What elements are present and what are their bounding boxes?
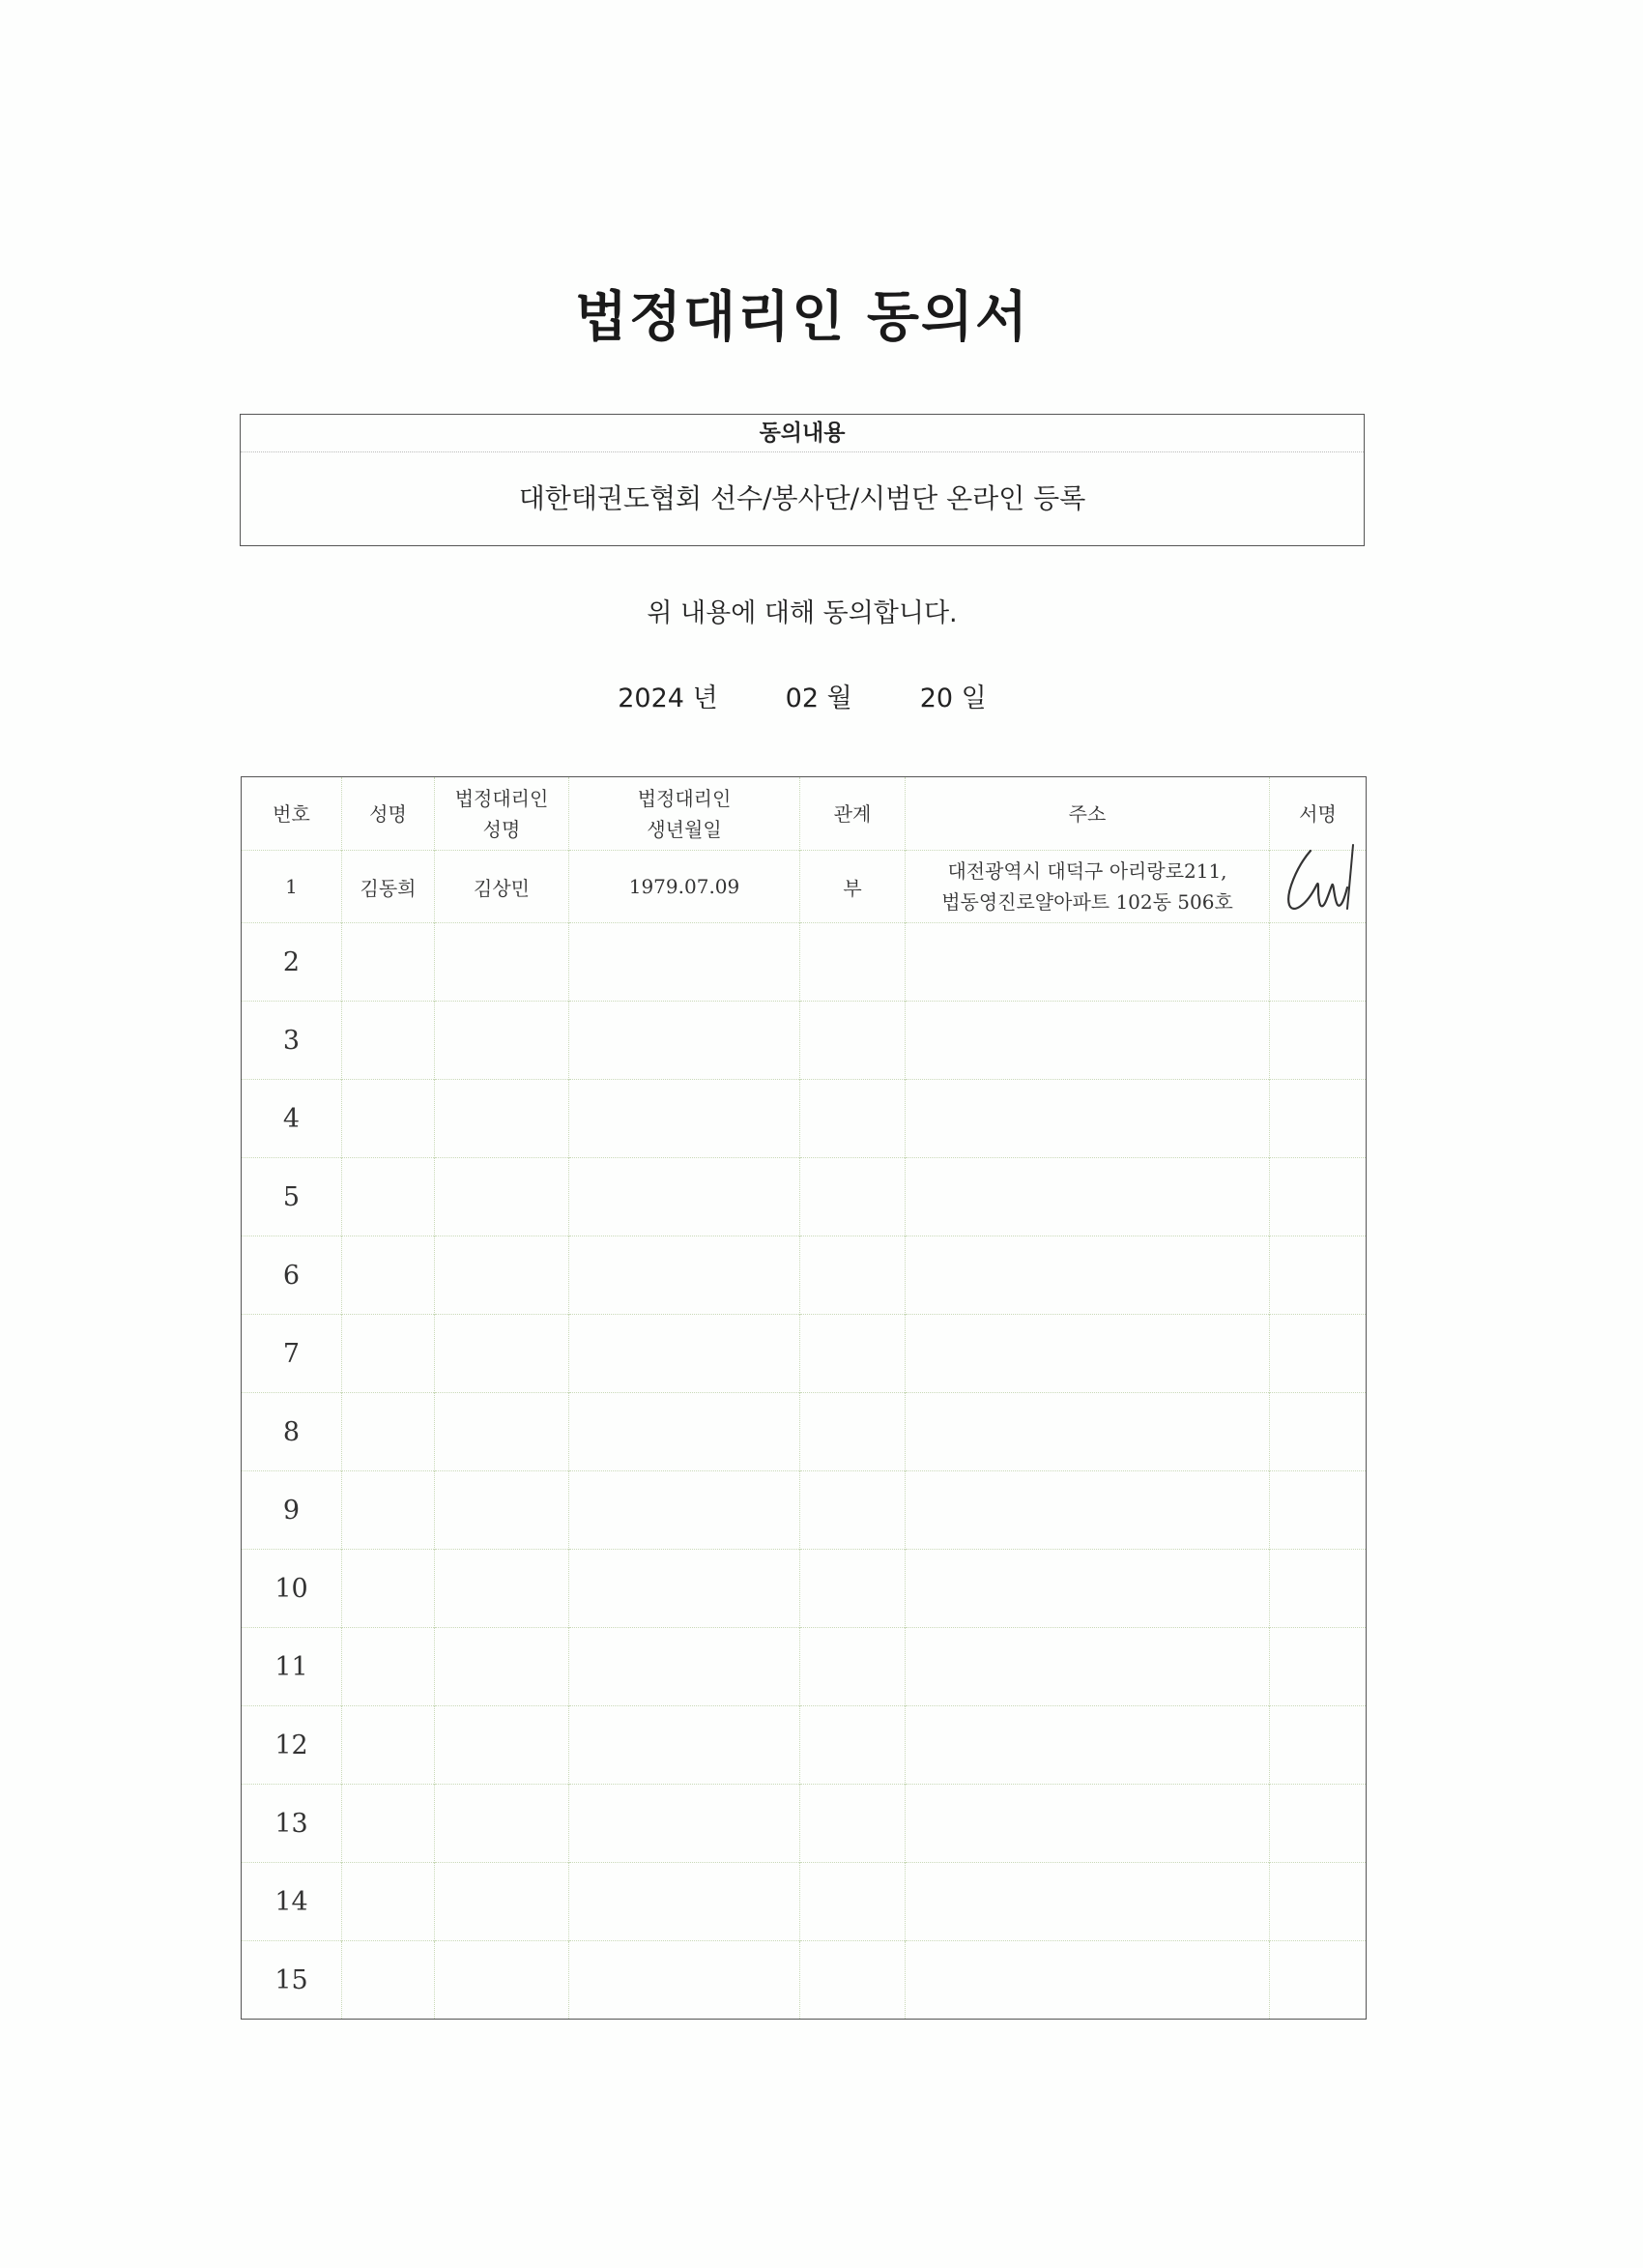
row-relation — [800, 1550, 906, 1628]
row-relation — [800, 1628, 906, 1706]
row-guardian-name — [435, 1863, 569, 1941]
row-guardian-birth — [569, 1471, 800, 1550]
row-relation — [800, 1315, 906, 1393]
header-guardian-birth-line1: 법정대리인 — [637, 786, 732, 810]
page-title: 법정대리인 동의서 — [574, 286, 1030, 349]
consent-content-box — [240, 414, 1365, 546]
row-guardian-name — [435, 923, 569, 1002]
row-guardian-name: 김상민 — [435, 851, 569, 923]
row-guardian-name — [435, 1315, 569, 1393]
row-guardian-birth — [569, 1236, 800, 1315]
header-address: 주소 — [906, 777, 1270, 851]
row-guardian-birth — [569, 1158, 800, 1236]
table-row — [242, 1315, 1367, 1393]
row-guardian-name — [435, 1393, 569, 1471]
table-row — [242, 1236, 1367, 1315]
date-month-unit: 월 — [826, 683, 852, 713]
consent-header: 동의내용 — [241, 415, 1364, 452]
row-name — [342, 923, 435, 1002]
table-row — [242, 851, 1367, 923]
row-relation — [800, 1863, 906, 1941]
row-guardian-birth — [569, 1550, 800, 1628]
date-day: 20 — [919, 683, 954, 713]
row-no: 13 — [242, 1785, 342, 1863]
row-address-line2: 법동영진로얄아파트 102동 506호 — [941, 890, 1233, 914]
row-guardian-birth — [569, 1785, 800, 1863]
row-address — [906, 1785, 1270, 1863]
row-name — [342, 1550, 435, 1628]
row-guardian-name — [435, 1471, 569, 1550]
row-no: 4 — [242, 1080, 342, 1158]
table-row — [242, 1080, 1367, 1158]
row-address — [906, 1393, 1270, 1471]
row-signature — [1270, 1236, 1367, 1315]
row-signature — [1270, 1002, 1367, 1080]
row-guardian-birth — [569, 1080, 800, 1158]
row-name: 김동희 — [342, 851, 435, 923]
row-guardian-name — [435, 1785, 569, 1863]
row-no: 9 — [242, 1471, 342, 1550]
row-relation: 부 — [800, 851, 906, 923]
row-relation — [800, 1236, 906, 1315]
row-address — [906, 1315, 1270, 1393]
row-relation — [800, 1706, 906, 1785]
row-name — [342, 1941, 435, 2020]
header-no: 번호 — [242, 777, 342, 851]
table-row — [242, 923, 1367, 1002]
row-no: 2 — [242, 923, 342, 1002]
row-signature — [1270, 1471, 1367, 1550]
row-guardian-birth — [569, 1315, 800, 1393]
row-guardian-name — [435, 1706, 569, 1785]
header-guardian-name-line2: 성명 — [482, 817, 521, 841]
header-signature: 서명 — [1270, 777, 1367, 851]
table-row — [242, 1863, 1367, 1941]
row-address — [906, 851, 1270, 923]
row-signature — [1270, 1628, 1367, 1706]
date-year-unit: 년 — [692, 683, 718, 713]
row-guardian-birth — [569, 1941, 800, 2020]
row-signature — [1270, 1550, 1367, 1628]
row-name — [342, 1785, 435, 1863]
header-guardian-name — [435, 777, 569, 851]
row-address — [906, 1863, 1270, 1941]
date-month: 02 — [785, 683, 820, 713]
row-signature — [1270, 1158, 1367, 1236]
row-name — [342, 1628, 435, 1706]
row-relation — [800, 1471, 906, 1550]
row-address — [906, 1471, 1270, 1550]
row-address — [906, 923, 1270, 1002]
row-guardian-name — [435, 1158, 569, 1236]
row-address — [906, 1080, 1270, 1158]
header-guardian-birth-line2: 생년월일 — [647, 817, 722, 841]
row-signature — [1270, 1863, 1367, 1941]
row-name — [342, 1706, 435, 1785]
consent-date — [0, 677, 1604, 714]
date-year: 2024 — [618, 683, 684, 713]
row-name — [342, 1471, 435, 1550]
row-address — [906, 1706, 1270, 1785]
registration-table — [241, 776, 1367, 2020]
row-guardian-name — [435, 1080, 569, 1158]
row-name — [342, 1080, 435, 1158]
row-relation — [800, 923, 906, 1002]
row-no: 8 — [242, 1393, 342, 1471]
table-row — [242, 1158, 1367, 1236]
row-address — [906, 1941, 1270, 2020]
row-no: 7 — [242, 1315, 342, 1393]
row-signature — [1270, 923, 1367, 1002]
header-guardian-name-line1: 법정대리인 — [454, 786, 549, 810]
row-signature — [1270, 1393, 1367, 1471]
consent-text: 대한태권도협회 선수/봉사단/시범단 온라인 등록 — [518, 482, 1086, 514]
row-signature — [1270, 1706, 1367, 1785]
table-row — [242, 1471, 1367, 1550]
row-address — [906, 1158, 1270, 1236]
row-guardian-birth — [569, 1002, 800, 1080]
row-no: 5 — [242, 1158, 342, 1236]
row-relation — [800, 1785, 906, 1863]
table-header-row — [242, 777, 1367, 851]
row-guardian-name — [435, 1628, 569, 1706]
row-guardian-birth — [569, 1863, 800, 1941]
row-guardian-name — [435, 1236, 569, 1315]
row-name — [342, 1315, 435, 1393]
row-name — [342, 1236, 435, 1315]
row-relation — [800, 1002, 906, 1080]
row-relation — [800, 1393, 906, 1471]
row-address-line1: 대전광역시 대덕구 아리랑로211, — [947, 859, 1227, 883]
row-relation — [800, 1080, 906, 1158]
row-no: 15 — [242, 1941, 342, 2020]
row-no: 11 — [242, 1628, 342, 1706]
row-name — [342, 1863, 435, 1941]
row-signature — [1270, 851, 1367, 923]
header-name: 성명 — [342, 777, 435, 851]
table-row — [242, 1785, 1367, 1863]
row-guardian-name — [435, 1550, 569, 1628]
handwritten-signature-icon — [1278, 837, 1367, 924]
table-row — [242, 1393, 1367, 1471]
table-row — [242, 1002, 1367, 1080]
table-row — [242, 1706, 1367, 1785]
header-relation: 관계 — [800, 777, 906, 851]
row-no: 6 — [242, 1236, 342, 1315]
row-no: 12 — [242, 1706, 342, 1785]
row-guardian-name — [435, 1941, 569, 2020]
table-row — [242, 1628, 1367, 1706]
row-address — [906, 1628, 1270, 1706]
agree-statement: 위 내용에 대해 동의합니다. — [647, 598, 958, 628]
row-address — [906, 1002, 1270, 1080]
row-guardian-birth — [569, 1628, 800, 1706]
row-name — [342, 1002, 435, 1080]
table-row — [242, 1550, 1367, 1628]
row-address — [906, 1236, 1270, 1315]
row-signature — [1270, 1080, 1367, 1158]
row-signature — [1270, 1315, 1367, 1393]
row-signature — [1270, 1785, 1367, 1863]
date-day-unit: 일 — [961, 683, 987, 713]
row-guardian-birth — [569, 1393, 800, 1471]
row-no: 3 — [242, 1002, 342, 1080]
row-no: 1 — [242, 851, 342, 923]
row-name — [342, 1393, 435, 1471]
row-signature — [1270, 1941, 1367, 2020]
row-guardian-birth: 1979.07.09 — [569, 851, 800, 923]
row-guardian-birth — [569, 923, 800, 1002]
row-address — [906, 1550, 1270, 1628]
table-row — [242, 1941, 1367, 2020]
row-no: 14 — [242, 1863, 342, 1941]
row-guardian-name — [435, 1002, 569, 1080]
row-no: 10 — [242, 1550, 342, 1628]
row-name — [342, 1158, 435, 1236]
row-relation — [800, 1158, 906, 1236]
row-guardian-birth — [569, 1706, 800, 1785]
header-guardian-birth — [569, 777, 800, 851]
row-relation — [800, 1941, 906, 2020]
